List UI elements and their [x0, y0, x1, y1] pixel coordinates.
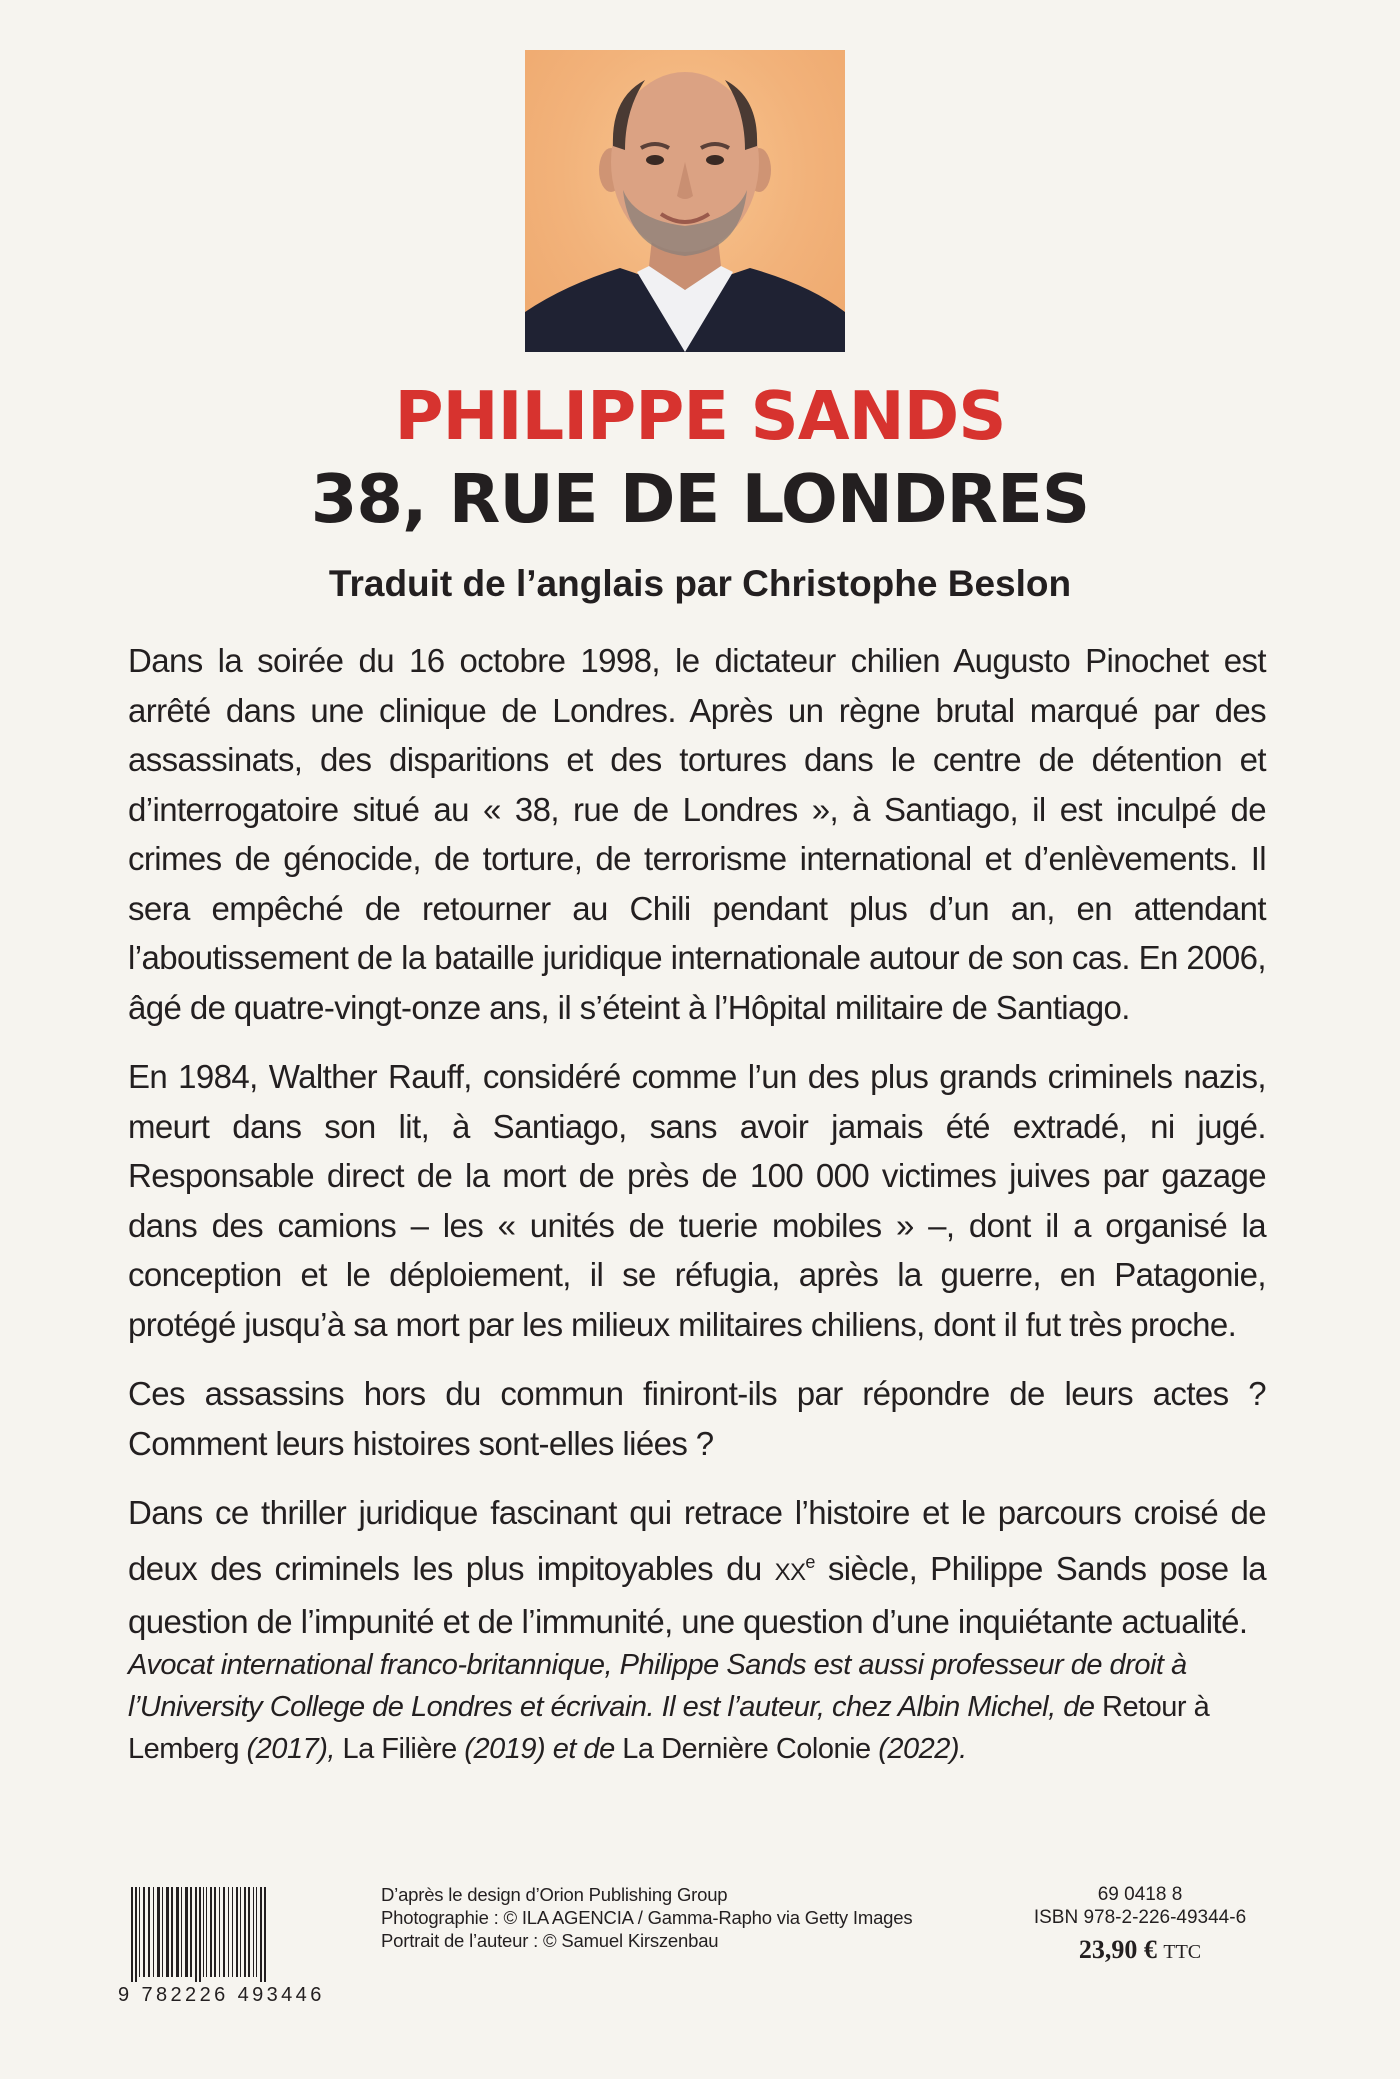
barcode-bar [148, 1887, 150, 1977]
price-value: 23,90 € [1078, 1935, 1157, 1964]
credit-line: D’après le design d’Orion Publishing Group [381, 1884, 728, 1905]
barcode-bar [244, 1887, 246, 1977]
barcode-bar [143, 1887, 145, 1977]
century-numeral: XX [774, 1558, 806, 1586]
barcode-bar [131, 1887, 133, 1987]
summary-text: Dans ce thriller juridique fascinant qui retrace l’histoire et le parcours croisé de deux des criminels les plus impitoyables du [128, 1494, 1266, 1587]
bio-text: Avocat international franco-britannique, Philippe Sands est aussi professeur de droit à l’University College de Londres et écrivain. Il est l’auteur, chez Albin Michel, de [128, 1649, 1187, 1723]
barcode-bar [176, 1887, 179, 1977]
barcode-bar [195, 1887, 197, 1987]
barcode-bar [190, 1887, 192, 1977]
isbn-number: ISBN 978-2-226-49344-6 [1033, 1907, 1247, 1928]
book-title: 38, RUE DE LONDRES [310, 460, 1090, 538]
barcode-bar [203, 1887, 204, 1977]
price [1020, 1935, 1260, 1967]
summary-paragraph: En 1984, Walther Rauff, considéré comme l’un des plus grands criminels nazis, meurt dans son lit, à Santiago, sans avoir jamais été extradé, ni jugé. Responsable direct de la mort de près de 100 000 victimes juives par gazage dans des camions – les « unités de tuerie mobiles » –, dont il a organisé la conception et le déploiement, il se réfugia, après la guerre, en Patagonie, protégé jusqu’à sa mort par les milieux militaires chiliens, dont il fut très proche. [128, 1058, 1266, 1343]
barcode-bar [135, 1887, 137, 1987]
barcode-digits: 9 782226 493446 [118, 1982, 346, 2008]
summary-text: siècle, Philippe Sands pose la question de l’impunité et de l’immunité, une question d’une inquiétante actualité. [128, 1549, 1266, 1640]
barcode-bar [185, 1887, 188, 1977]
barcode-bar [219, 1887, 220, 1977]
barcode-bar [260, 1887, 262, 1987]
barcode-bar [223, 1887, 225, 1977]
author-bio [128, 1644, 1266, 1770]
barcode-bar [181, 1887, 182, 1977]
barcode-bar [199, 1887, 201, 1987]
barcode-bar [166, 1887, 169, 1977]
translator-credit: Traduit de l’anglais par Christophe Beslon [328, 563, 1072, 604]
barcode-bar [236, 1887, 238, 1977]
summary-paragraph [128, 1488, 1266, 1647]
barcode-bar [139, 1887, 140, 1977]
century-superscript: e [805, 1551, 815, 1572]
book-reference: Retour à Lemberg [128, 1691, 1210, 1765]
book-reference: La Filière [342, 1733, 457, 1765]
bio-year: (2022). [870, 1733, 967, 1765]
barcode-bar [256, 1887, 257, 1977]
barcode-bar [171, 1887, 173, 1977]
barcode-bar [214, 1887, 216, 1977]
barcode-bar [206, 1887, 207, 1977]
barcode-bar [162, 1887, 163, 1977]
barcode-bar [228, 1887, 229, 1977]
price-ttc: TTC [1163, 1941, 1202, 1963]
barcode-bar [210, 1887, 212, 1977]
book-reference: La Dernière Colonie [622, 1733, 871, 1765]
price-block [1020, 1883, 1260, 1967]
summary-paragraph: Dans la soirée du 16 octobre 1998, le dictateur chilien Augusto Pinochet est arrêté dans une clinique de Londres. Après un règne brutal marqué par des assassinats, des disparitions et des tortures dans le centre de détention et d’interrogatoire situé au « 38, rue de Londres », à Santiago, il est inculpé de crimes de génocide, de torture, de terrorisme international et d’enlèvements. Il sera empêché de retourner au Chili pendant plus d’un an, en attendant l’aboutissement de la bataille juridique internationale autour de son cas. En 2006, âgé de quatre-vingt-onze ans, il s’éteint à l’Hôpital militaire de Santiago. [128, 642, 1266, 1026]
barcode-bar [157, 1887, 160, 1977]
author-photo [525, 50, 845, 352]
product-code: 69 0418 8 [1097, 1884, 1183, 1905]
barcode-bar [240, 1887, 241, 1977]
author-name: PHILIPPE SANDS [394, 377, 1006, 455]
barcode-bar [153, 1887, 154, 1977]
summary-paragraph: Ces assassins hors du commun finiront-ils par répondre de leurs actes ? Comment leurs histoires sont-elles liées ? [128, 1375, 1266, 1462]
bio-year: (2017), [238, 1733, 343, 1765]
credit-line: Portrait de l’auteur : © Samuel Kirszenbau [381, 1930, 719, 1951]
credit-line: Photographie : © ILA AGENCIA / Gamma-Rapho via Getty Images [381, 1907, 913, 1928]
back-cover-summary [128, 636, 1266, 1667]
barcode-bar [232, 1887, 233, 1977]
barcode-bar [264, 1887, 266, 1987]
barcode-bar [248, 1887, 250, 1977]
credits [381, 1883, 912, 1952]
barcode-bar [253, 1887, 254, 1977]
bio-year: (2019) et de [456, 1733, 623, 1765]
